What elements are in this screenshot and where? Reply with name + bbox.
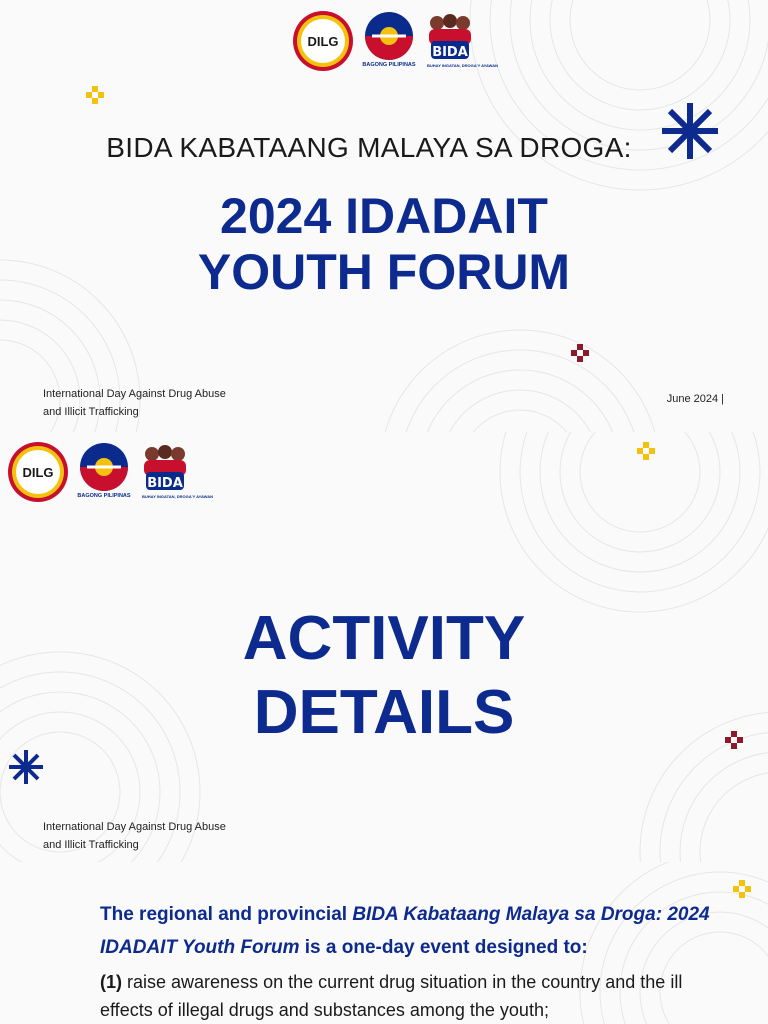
cover-slide [0,0,768,432]
bida-mascots-icon [140,442,190,494]
bida-caption: BUHAY INGATAN, DROGA'Y AYAWAN [427,63,498,68]
partner-logos [293,11,498,73]
svg-text:BIDA: BIDA [147,476,183,491]
activity-details-content-slide [0,862,768,1024]
bida-caption: BUHAY INGATAN, DROGA'Y AYAWAN [142,494,213,499]
activity-lead: The regional and provincial BIDA Kabataang Malaya sa Droga: 2024 IDADAIT Youth Forum is a one-day event designed to: [100,904,710,958]
yellow-pixel-diamond-icon [86,86,104,104]
activity-details-slide [0,432,768,862]
dilg-seal-text: DILG [307,33,339,49]
yellow-pixel-diamond-icon [733,880,751,898]
navy-asterisk-icon [9,750,43,784]
svg-text:BIDA: BIDA [432,45,468,60]
maroon-pixel-diamond-icon [725,731,743,749]
section-title-line-2: DETAILS [253,678,515,747]
bagong-pilipinas-emblem-icon [364,11,414,61]
section-title-line-1: ACTIVITY [242,604,526,673]
dilg-seal-logo [293,11,353,71]
cover-title [84,188,684,300]
bida-logo [425,11,498,73]
partner-logos [8,442,213,504]
bida-mascots-icon [425,11,475,63]
objective-item-1: (1) raise awareness on the current drug situation in the country and the ill effects of illegal drugs and substances among the youth; [100,972,683,1020]
section-footer-line-2: and Illicit Trafficking [43,839,139,851]
bagong-pilipinas-logo [359,11,419,68]
bagong-pilipinas-emblem-icon [79,442,129,492]
cover-pretitle: BIDA KABATAANG MALAYA SA DROGA: [106,132,632,163]
cover-date: June 2024 | [666,393,724,405]
cover-footer [43,385,226,421]
section-footer [43,818,226,854]
bida-logo [140,442,213,504]
yellow-pixel-diamond-icon [637,442,655,460]
dilg-seal-text: DILG [22,464,54,480]
dilg-seal-logo [8,442,68,502]
cover-footer-line-1: International Day Against Drug Abuse [43,388,226,400]
bagong-pilipinas-caption: BAGONG PILIPINAS [77,493,131,499]
section-footer-line-1: International Day Against Drug Abuse [43,821,226,833]
bagong-pilipinas-logo [74,442,134,499]
cover-title-line-2: YOUTH FORUM [197,244,571,300]
section-title [134,602,634,750]
bagong-pilipinas-caption: BAGONG PILIPINAS [362,62,416,68]
maroon-pixel-diamond-icon [571,344,589,362]
cover-footer-line-2: and Illicit Trafficking [43,406,139,418]
cover-title-line-1: 2024 IDADAIT [220,188,548,244]
activity-description [100,898,710,1024]
